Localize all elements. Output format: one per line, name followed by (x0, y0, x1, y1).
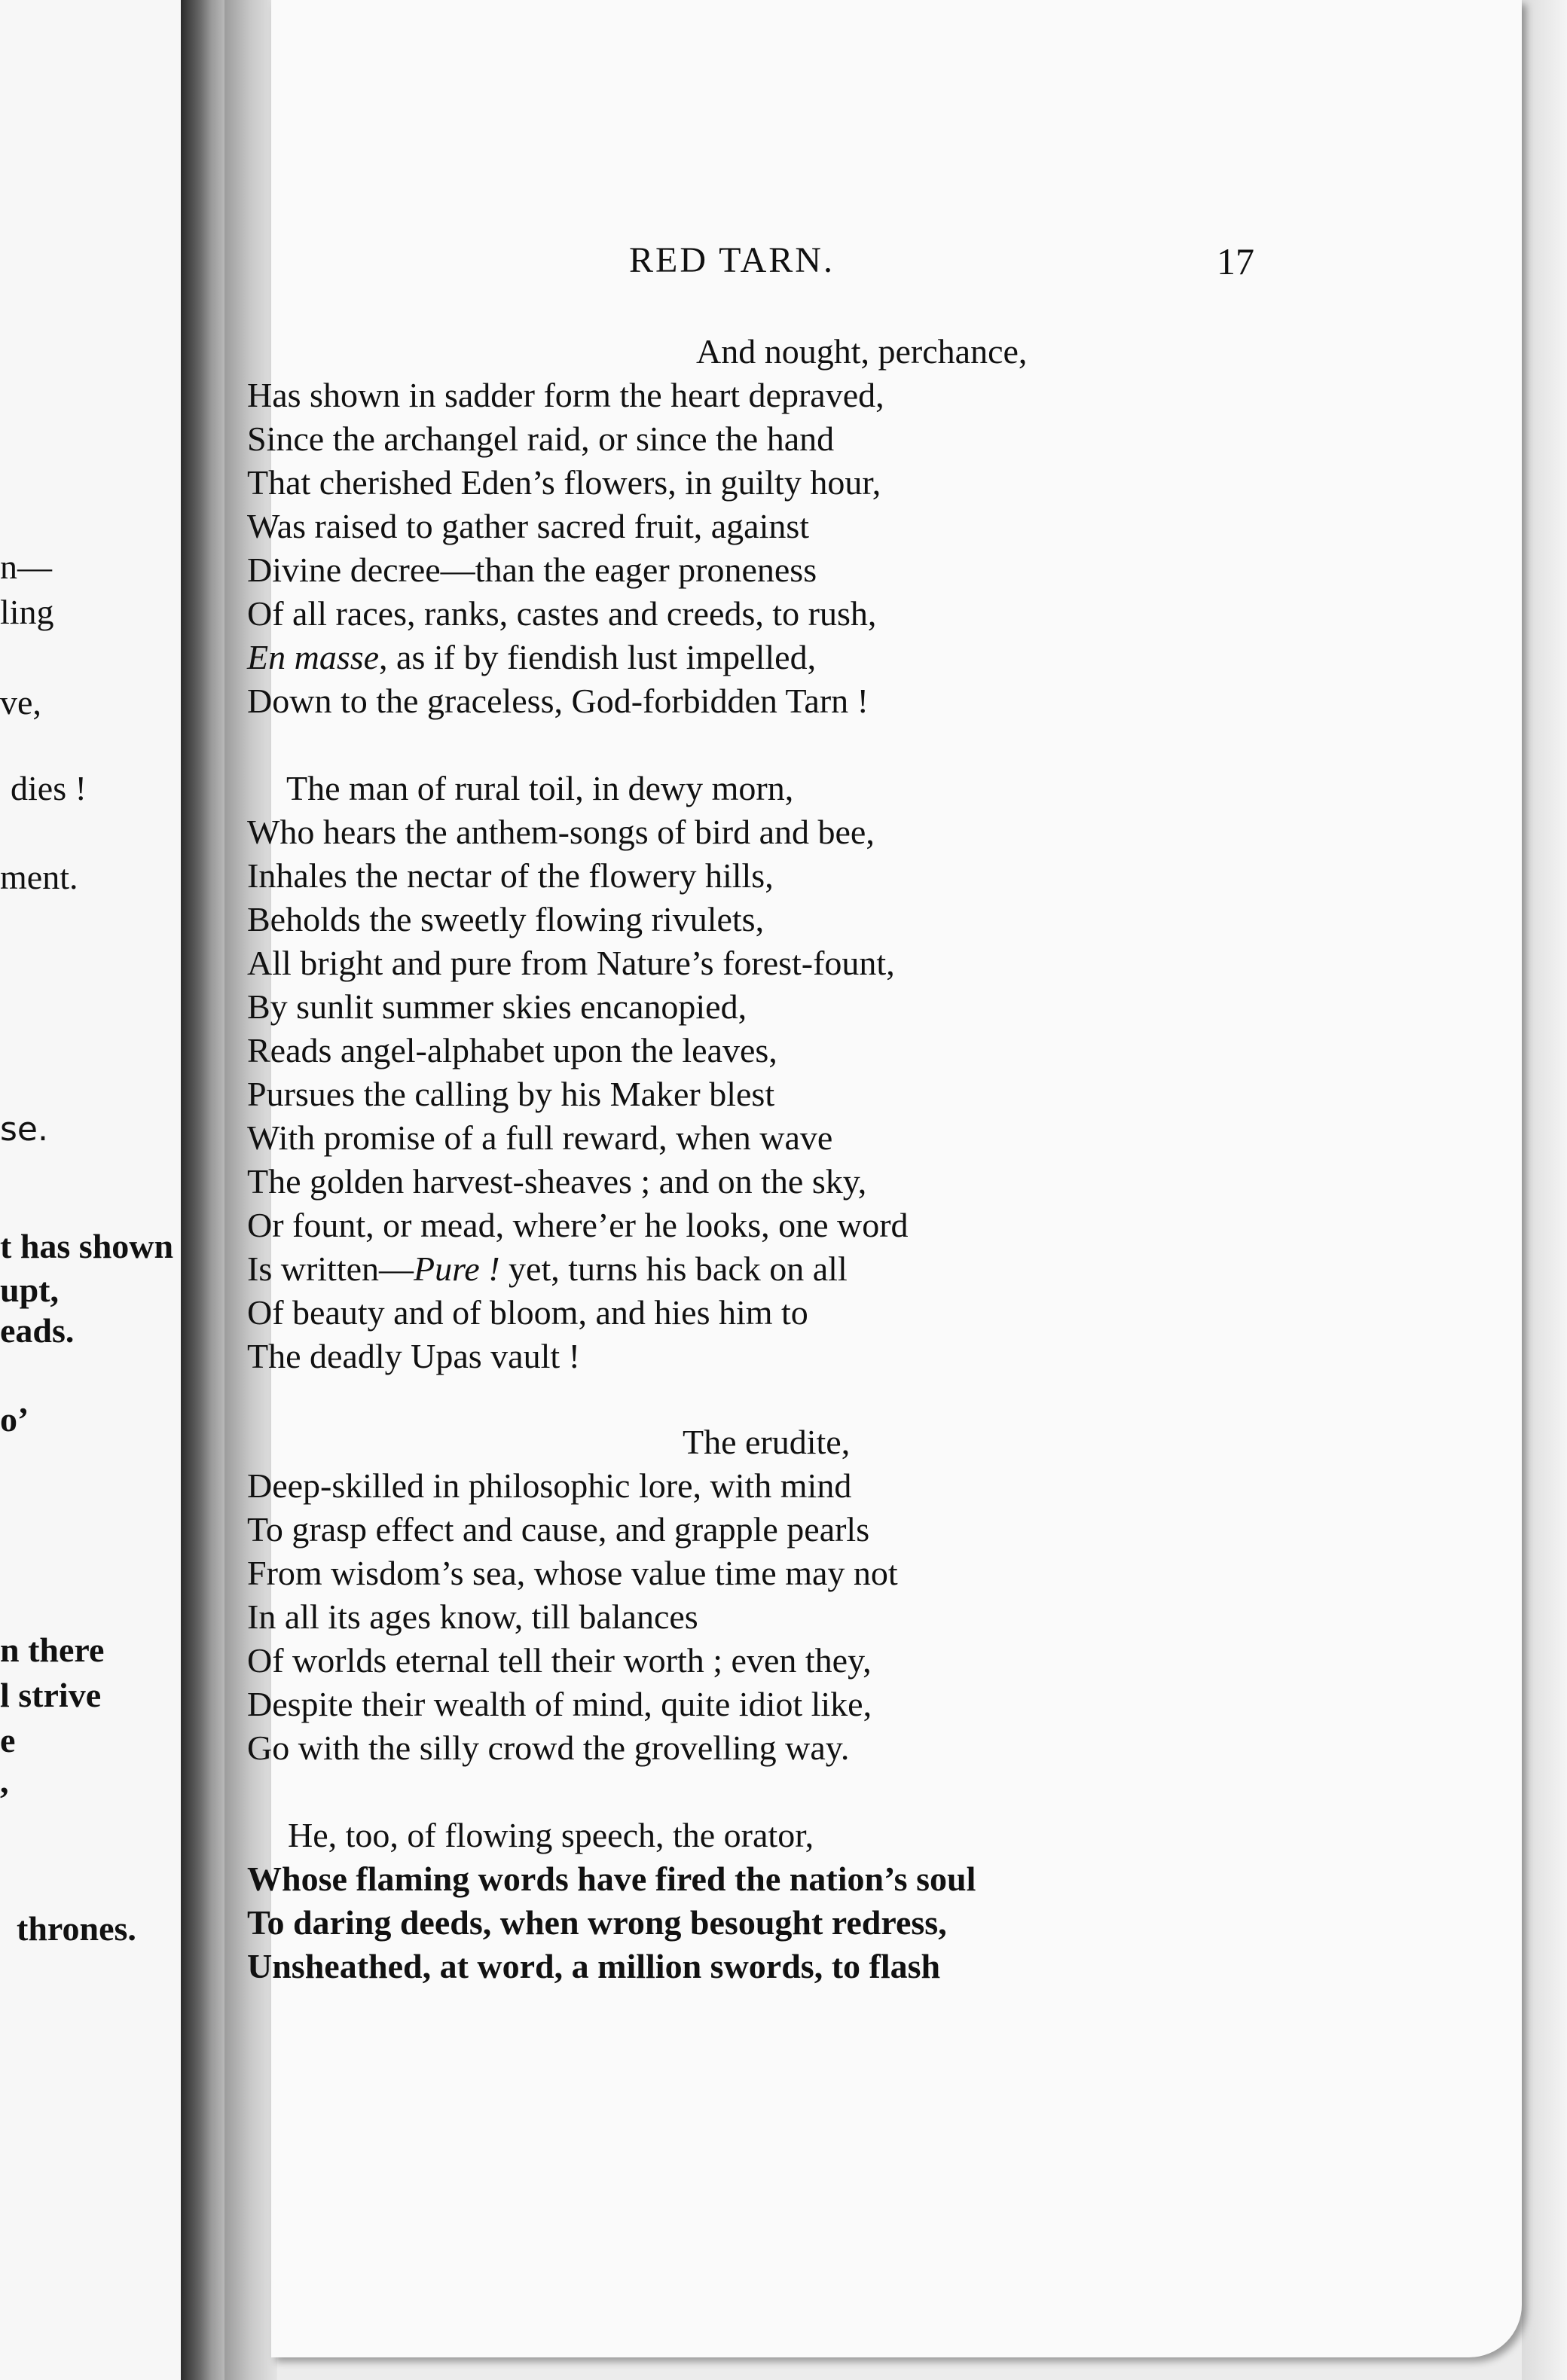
line-start: Is written— (247, 1250, 414, 1288)
running-head: RED TARN. (629, 240, 835, 280)
line-remainder: , as if by fiendish lust impelled, (379, 638, 817, 676)
poem-line: Unsheathed, at word, a million swords, to flash (247, 1947, 941, 1985)
poem-line: To grasp effect and cause, and grapple pearls (247, 1510, 870, 1549)
previous-page-fragment: n— (0, 548, 52, 586)
poem-line: Despite their wealth of mind, quite idiot like, (247, 1685, 872, 1723)
poem-line: Who hears the anthem-songs of bird and bee, (247, 813, 875, 851)
poem-line: Has shown in sadder form the heart depraved, (247, 376, 884, 414)
poem-line: Or fount, or mead, where’er he looks, one word (247, 1206, 909, 1244)
poem-line: Whose flaming words have fired the nation’s soul (247, 1860, 976, 1898)
previous-page-fragment: thrones. (17, 1909, 136, 1948)
previous-page-fragment: ve, (0, 683, 41, 722)
poem-line: Reads angel-alphabet upon the leaves, (247, 1031, 777, 1069)
italic-word: Pure ! (414, 1250, 500, 1288)
poem-line: The man of rural toil, in dewy morn, (286, 769, 794, 807)
book-page (247, 0, 1522, 2357)
poem-line: Deep-skilled in philosophic lore, with mind (247, 1466, 852, 1505)
poem-line (247, 1249, 848, 1289)
previous-page-fragment: n there (0, 1631, 105, 1669)
poem-line: Down to the graceless, God-forbidden Tarn ! (247, 682, 869, 720)
previous-page-fragment: dies ! (11, 769, 87, 807)
poem-line: And nought, perchance, (696, 332, 1028, 371)
previous-page-fragment: , (0, 1762, 9, 1800)
previous-page-fragment: o’ (0, 1400, 29, 1439)
previous-page-fragment: eads. (0, 1311, 75, 1350)
previous-page-fragment: e (0, 1721, 16, 1759)
previous-page-fragment: se. (0, 1110, 48, 1149)
poem-line: Was raised to gather sacred fruit, against (247, 507, 810, 545)
poem-line: In all its ages know, till balances (247, 1597, 698, 1636)
poem-line: From wisdom’s sea, whose value time may not (247, 1554, 898, 1592)
page-number: 17 (1217, 240, 1254, 282)
poem-line: Go with the silly crowd the grovelling way. (247, 1729, 850, 1767)
poem-line: The deadly Upas vault ! (247, 1337, 580, 1375)
poem-line: Beholds the sweetly flowing rivulets, (247, 900, 765, 938)
poem-line: Inhales the nectar of the flowery hills, (247, 856, 774, 895)
poem-line: Pursues the calling by his Maker blest (247, 1075, 775, 1113)
poem-line: With promise of a full reward, when wave (247, 1118, 833, 1157)
poem-line: That cherished Eden’s flowers, in guilty hour, (247, 463, 881, 502)
italic-phrase: En masse (247, 638, 380, 676)
poem-line: Since the archangel raid, or since the hand (247, 420, 835, 458)
poem-line: The erudite, (683, 1423, 851, 1461)
poem-line: Divine decree—than the eager proneness (247, 551, 817, 589)
poem-line: To daring deeds, when wrong besought redress, (247, 1903, 947, 1942)
previous-page-fragment: ling (0, 593, 54, 631)
page-edge (1522, 0, 1567, 2380)
poem-line: Of worlds eternal tell their worth ; even they, (247, 1641, 872, 1680)
page-header (271, 240, 1522, 292)
book-gutter (181, 0, 225, 2380)
line-remainder: yet, turns his back on all (499, 1250, 848, 1288)
poem-line: Of beauty and of bloom, and hies him to (247, 1293, 808, 1332)
poem-line: Of all races, ranks, castes and creeds, to rush, (247, 594, 877, 633)
poem-line: All bright and pure from Nature’s forest-fount, (247, 944, 895, 982)
previous-page-fragment: upt, (0, 1271, 59, 1309)
poem-line: He, too, of flowing speech, the orator, (288, 1816, 814, 1854)
previous-page-fragment: ment. (0, 858, 78, 896)
previous-page-fragment: t has shown (0, 1227, 174, 1265)
poem-line: By sunlit summer skies encanopied, (247, 987, 747, 1026)
previous-page-fragment: l strive (0, 1676, 102, 1714)
poem-line (247, 637, 816, 677)
poem-line: The golden harvest-sheaves ; and on the sky, (247, 1162, 867, 1201)
